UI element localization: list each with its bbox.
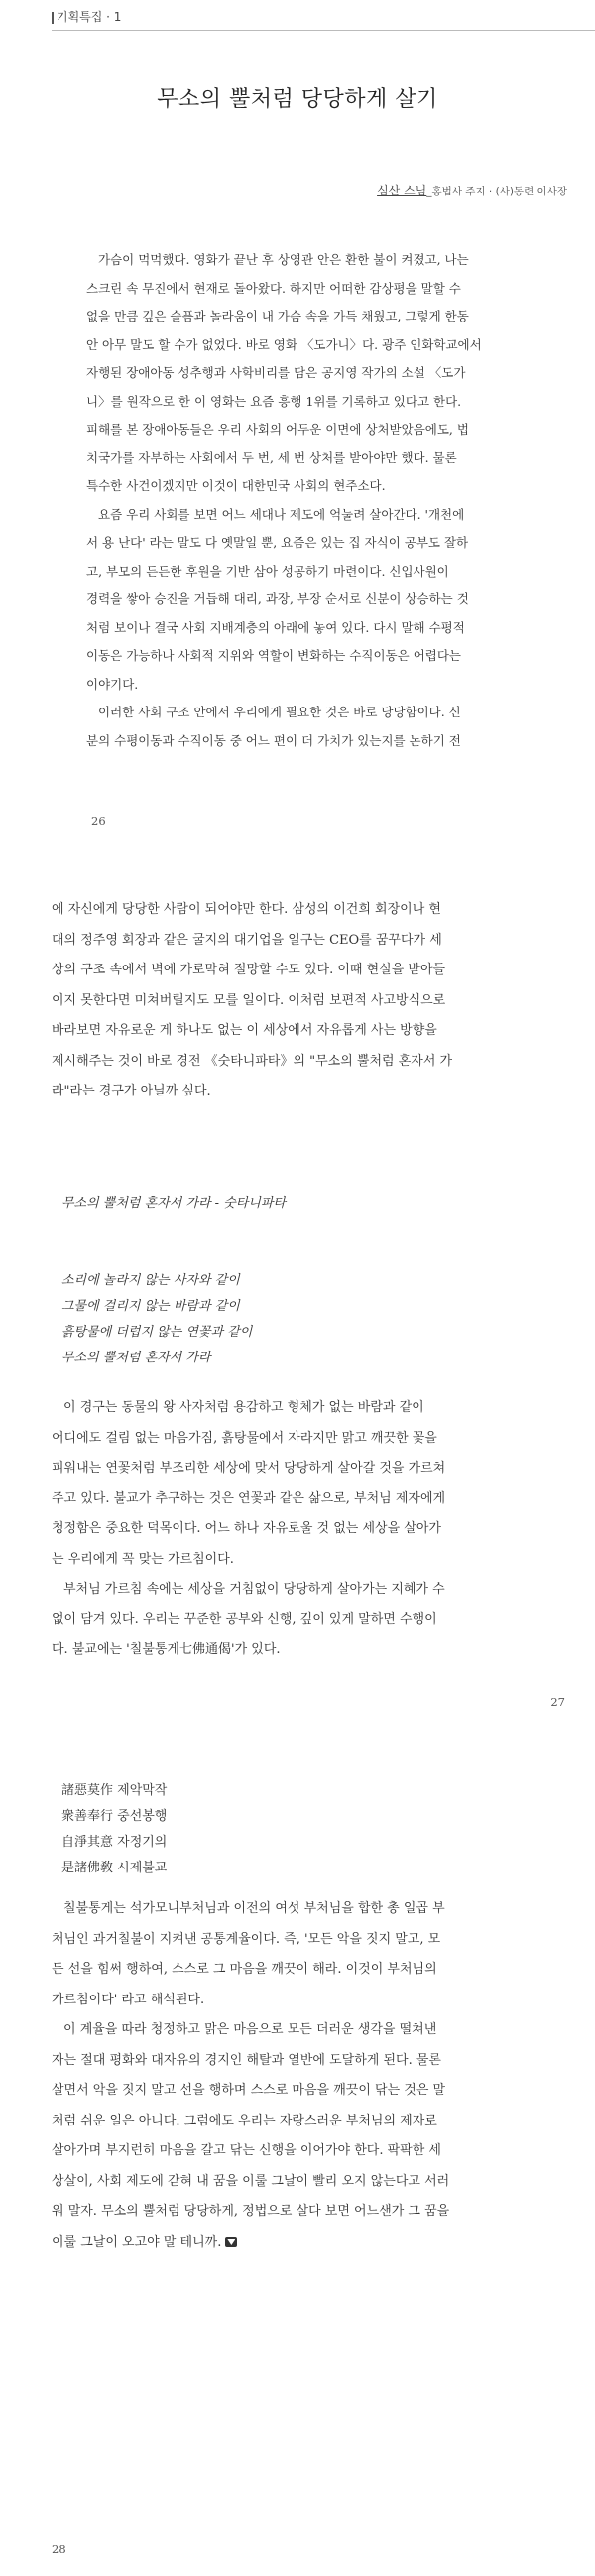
text-line: 제시해주는 것이 바로 경전 《숫타니파타》의 "무소의 뿔처럼 혼자서 가 [52, 1053, 453, 1069]
text-line: 바라보면 자유로운 게 하나도 없는 이 세상에서 자유롭게 사는 방향을 [52, 1023, 437, 1038]
text-line: 살면서 악을 짓지 말고 선을 행하며 스스로 마음을 깨끗이 닦는 것은 말 [52, 2083, 446, 2098]
verse-title: 무소의 뿔처럼 혼자서 가라 - 숫타니파타 [61, 1196, 286, 1211]
text-line: 에 자신에게 당당한 사람이 되어야만 한다. 삼성의 이건희 회장이나 현 [52, 902, 441, 917]
body-text [52, 1894, 577, 2257]
text-line: 특수한 사건이겠지만 이것이 대한민국 사회의 현주소다. [86, 478, 386, 493]
text-line: 상살이, 사회 제도에 갇혀 내 꿈을 이룰 그날이 빨리 오지 않는다고 서러 [52, 2173, 450, 2189]
text-line: 스크린 속 무진에서 현재로 돌아왔다. 하지만 어떠한 감상평을 말할 수 [86, 280, 461, 296]
author-name: 심산 스님 [377, 184, 427, 197]
text-line: 가슴이 먹먹했다. 영화가 끝난 후 상영관 안은 환한 불이 켜졌고, 나는 [98, 252, 469, 267]
text-line: 요즘 우리 사회를 보면 어느 세대나 제도에 억눌려 살아간다. '개천에 [98, 506, 465, 522]
gatha-block [61, 1778, 167, 1881]
article-title: 무소의 뿔처럼 당당하게 살기 [157, 87, 438, 112]
end-mark-icon [225, 2237, 237, 2247]
gatha-line: 諸惡莫作 제악막작 [61, 1783, 168, 1798]
text-line: 피해를 본 장애아동들은 우리 사회의 어두운 이면에 상처받았음에도, 법 [86, 422, 469, 437]
text-line: 자행된 장애아동 성추행과 사학비리를 담은 공지영 작가의 소설 〈도가 [86, 365, 466, 380]
last-line-text: 이룰 그날이 오고야 말 테니까. [52, 2234, 222, 2250]
verse-line: 무소의 뿔처럼 혼자서 가라 [61, 1351, 211, 1365]
text-line: 자는 절대 평화와 대자유의 경지인 해탈과 열반에 도달하게 된다. 물론 [52, 2052, 441, 2068]
section-bar-icon [52, 12, 54, 24]
verse-line: 소리에 놀라지 않는 사자와 같이 [61, 1273, 240, 1288]
text-line: 주고 있다. 불교가 추구하는 것은 연꽃과 같은 삶으로, 부처님 제자에게 [52, 1490, 446, 1506]
text-line [52, 2228, 577, 2258]
body-text [52, 1393, 577, 1666]
verse-line: 그물에 걸리지 않는 바람과 같이 [61, 1299, 240, 1314]
body-text [52, 895, 577, 1107]
text-line: 부처님 가르침 속에는 세상을 거침없이 당당하게 살아가는 지혜가 수 [63, 1582, 445, 1597]
page-28 [0, 1723, 595, 2576]
text-line: 다. 불교에는 '칠불통게七佛通偈'가 있다. [52, 1642, 281, 1657]
page-number: 27 [550, 1695, 565, 1709]
gatha-line: 是諸佛敎 시제불교 [61, 1861, 168, 1875]
text-line: 안 아무 말도 할 수가 없었다. 바로 영화 〈도가니〉다. 광주 인화학교에서 [86, 336, 482, 352]
text-line: 치국가를 자부하는 사회에서 두 번, 세 번 상처를 받아야만 했다. 물론 [86, 450, 457, 465]
text-line: 처럼 쉬운 일은 아니다. 그럼에도 우리는 자랑스러운 부처님의 제자로 [52, 2113, 437, 2128]
gatha-line: 自淨其意 자정기의 [61, 1835, 168, 1850]
text-line: 든 선을 힘써 행하여, 스스로 그 마음을 깨끗이 해라. 이것이 부처님의 [52, 1962, 437, 1977]
text-line: 칠불통게는 석가모니부처님과 이전의 여섯 부처님을 합한 총 일곱 부 [63, 1901, 445, 1916]
author-title: _홍법사 주지 · (사)동련 이사장 [426, 186, 567, 197]
body-text [86, 246, 557, 755]
text-line: 없이 담겨 있다. 우리는 꾸준한 공부와 신행, 깊이 있게 말하면 수행이 [52, 1611, 437, 1627]
text-line: 없을 만큼 깊은 슬픔과 놀라움이 내 가슴 속을 가득 채웠고, 그렇게 한동 [86, 309, 469, 323]
author-byline [377, 182, 567, 198]
text-line: 대의 정주영 회장과 같은 굴지의 대기업을 일구는 CEO를 꿈꾸다가 세 [52, 932, 442, 948]
text-line: 피워내는 연꽃처럼 부조리한 세상에 맞서 당당하게 살아갈 것을 가르쳐 [52, 1461, 446, 1476]
text-line: 는 우리에게 꼭 맞는 가르침이다. [52, 1551, 234, 1567]
verse-block [61, 1268, 252, 1371]
page-27 [0, 863, 595, 1723]
text-line: 처럼 보이나 결국 사회 지배계층의 아래에 놓여 있다. 다시 말해 수평적 [86, 619, 465, 635]
text-line: 서 용 난다' 라는 말도 다 옛말일 뿐, 요즘은 있는 집 자식이 공부도 잘하 [86, 535, 469, 550]
text-line: 이동은 가능하나 사회적 지위와 역할이 변화하는 수직이동은 어렵다는 [86, 648, 461, 663]
text-line: 워 말자. 무소의 뿔처럼 당당하게, 정법으로 살다 보면 어느샌가 그 꿈을 [52, 2204, 450, 2219]
text-line: 경력을 쌓아 승진을 거듭해 대리, 과장, 부장 순서로 신분이 상승하는 것 [86, 591, 469, 606]
text-line: 이 계율을 따라 청정하고 맑은 마음으로 모든 더러운 생각을 떨쳐낸 [63, 2022, 437, 2037]
text-line: 니〉를 원작으로 한 이 영화는 요즘 흥행 1위를 기록하고 있다고 한다. [86, 393, 462, 409]
verse-line: 흙탕물에 더럽지 않는 연꽃과 같이 [61, 1325, 253, 1340]
section-tag: 기획특집 · 1 [52, 8, 121, 25]
text-line: 어디에도 걸림 없는 마음가짐, 흙탕물에서 자라지만 맑고 깨끗한 꽃을 [52, 1430, 437, 1446]
page-26 [0, 0, 595, 863]
gatha-line: 衆善奉行 중선봉행 [61, 1809, 168, 1824]
header-rule [52, 30, 595, 31]
text-line: 분의 수평이동과 수직이동 중 어느 편이 더 가치가 있는지를 논하기 전 [86, 732, 461, 748]
text-line: 이 경구는 동물의 왕 사자처럼 용감하고 형체가 없는 바람과 같이 [63, 1400, 424, 1415]
page-number: 26 [91, 814, 106, 828]
text-line: 고, 부모의 든든한 후원을 기반 삼아 성공하기 마련이다. 신입사원이 [86, 563, 449, 579]
text-line: 상의 구조 속에서 벽에 가로막혀 절망할 수도 있다. 이때 현실을 받아들 [52, 963, 446, 977]
text-line: 라"라는 경구가 아닐까 싶다. [52, 1084, 211, 1098]
text-line: 이야기다. [86, 676, 139, 692]
text-line: 처님인 과거칠불이 지켜낸 공통계율이다. 즉, '모든 악을 짓지 말고, 모 [52, 1931, 441, 1947]
text-line: 살아가며 부지런히 마음을 갈고 닦는 신행을 이어가야 한다. 팍팍한 세 [52, 2143, 441, 2158]
text-line: 이지 못한다면 미쳐버릴지도 모를 일이다. 이처럼 보편적 사고방식으로 [52, 992, 446, 1008]
page-number: 28 [52, 2542, 66, 2556]
text-line: 가르침이다' 라고 해석된다. [52, 1992, 205, 2007]
text-line: 이러한 사회 구조 안에서 우리에게 필요한 것은 바로 당당함이다. 신 [98, 705, 461, 719]
text-line: 청정함은 중요한 덕목이다. 어느 하나 자유로울 것 없는 세상을 살아가 [52, 1521, 441, 1536]
